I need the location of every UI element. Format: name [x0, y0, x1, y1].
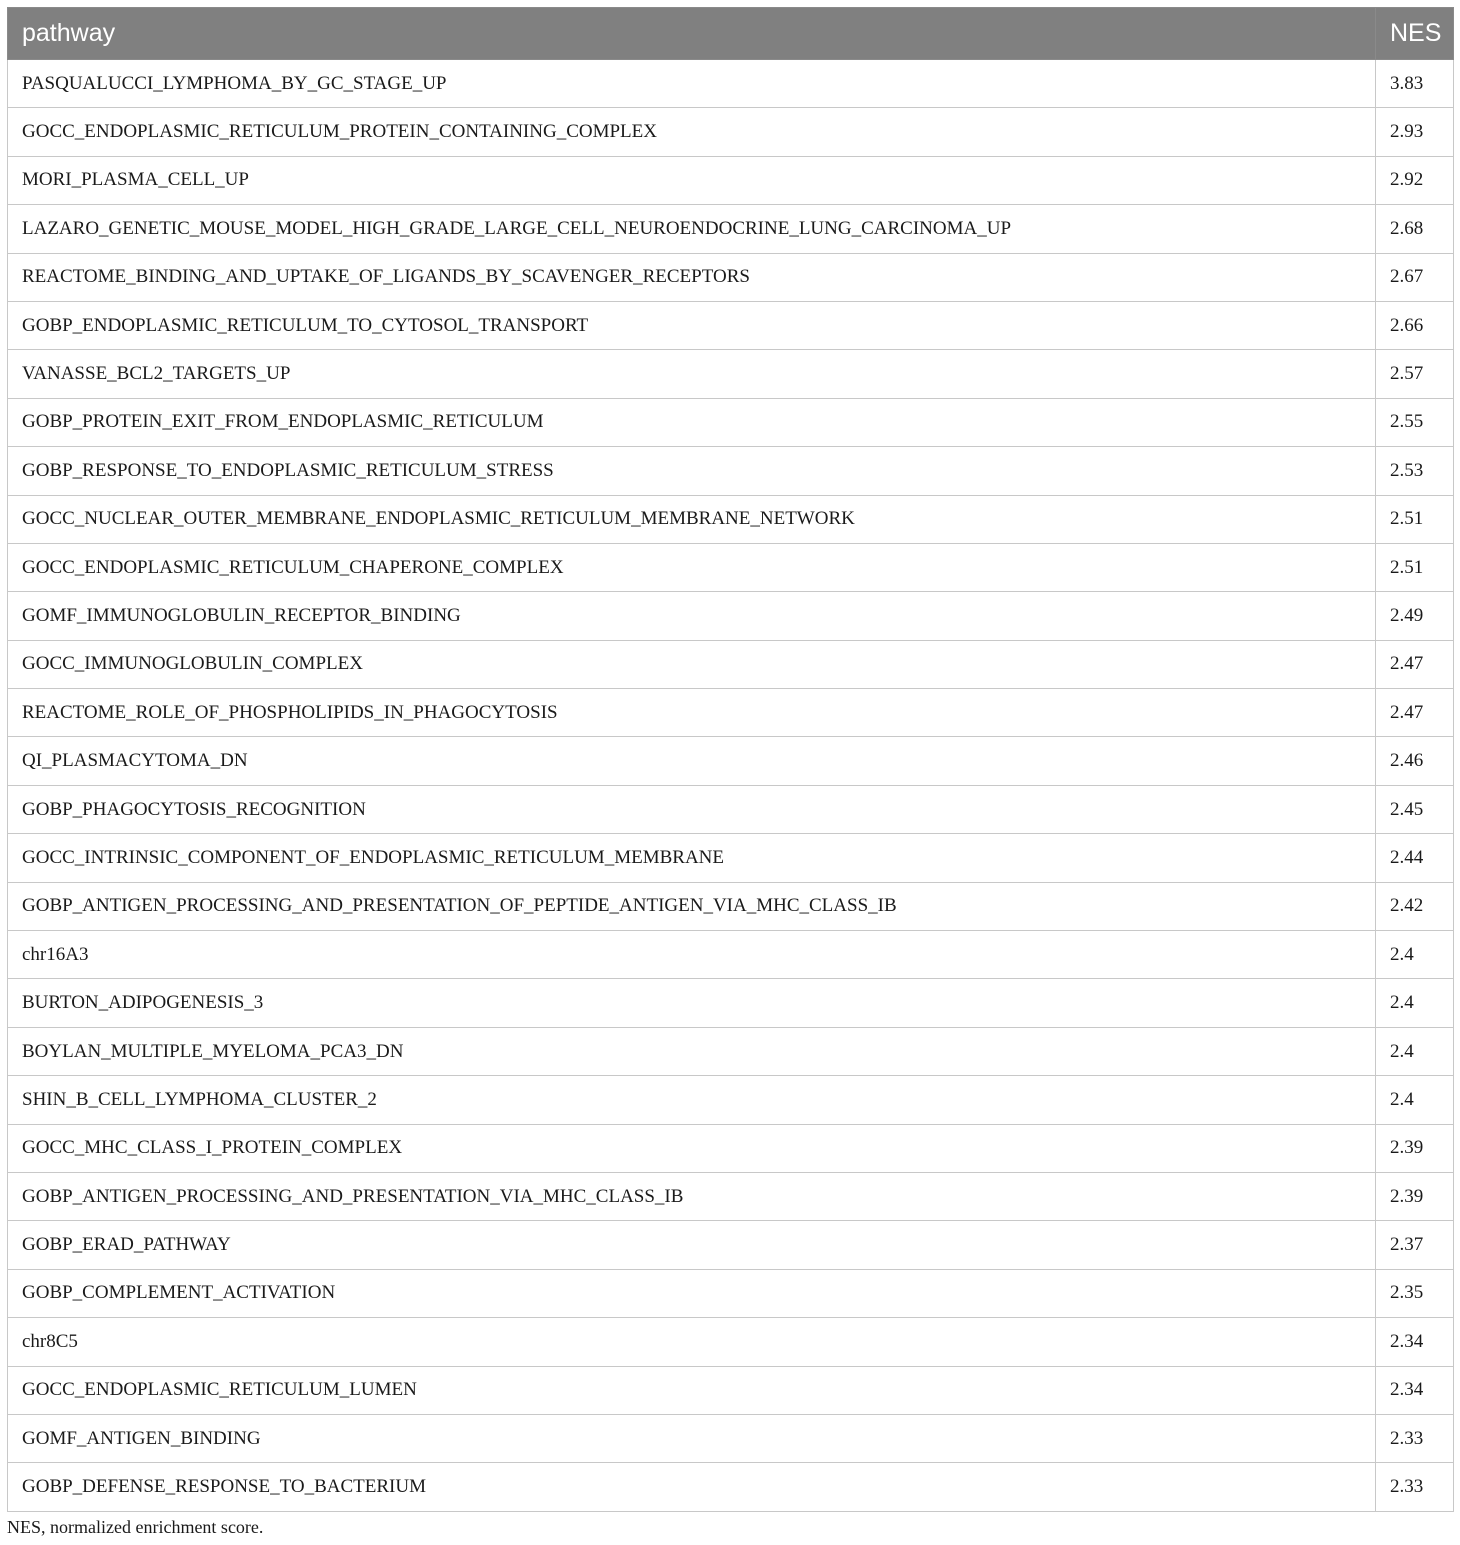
table-row	[8, 1076, 1454, 1124]
pathway-cell: REACTOME_BINDING_AND_UPTAKE_OF_LIGANDS_BY_SCAVENGER_RECEPTORS	[8, 253, 1376, 301]
nes-cell: 2.68	[1376, 205, 1454, 253]
nes-cell: 2.51	[1376, 543, 1454, 591]
table-row	[8, 156, 1454, 204]
nes-cell: 2.92	[1376, 156, 1454, 204]
table-header	[8, 8, 1454, 60]
nes-cell: 2.34	[1376, 1318, 1454, 1366]
table-row	[8, 689, 1454, 737]
nes-cell: 2.35	[1376, 1269, 1454, 1317]
nes-cell: 2.33	[1376, 1414, 1454, 1462]
table-row	[8, 350, 1454, 398]
nes-cell: 2.51	[1376, 495, 1454, 543]
nes-cell: 2.53	[1376, 447, 1454, 495]
table-row	[8, 205, 1454, 253]
table-row	[8, 834, 1454, 882]
pathway-cell: GOCC_ENDOPLASMIC_RETICULUM_PROTEIN_CONTAINING_COMPLEX	[8, 108, 1376, 156]
header-nes: NES	[1376, 8, 1454, 60]
nes-cell: 2.4	[1376, 1076, 1454, 1124]
nes-cell: 2.4	[1376, 931, 1454, 979]
nes-cell: 2.37	[1376, 1221, 1454, 1269]
nes-cell: 3.83	[1376, 60, 1454, 108]
nes-cell: 2.4	[1376, 979, 1454, 1027]
table-body	[8, 60, 1454, 1512]
table-row	[8, 108, 1454, 156]
table-row	[8, 979, 1454, 1027]
nes-cell: 2.39	[1376, 1172, 1454, 1220]
pathway-cell: QI_PLASMACYTOMA_DN	[8, 737, 1376, 785]
table-row	[8, 543, 1454, 591]
table-row	[8, 931, 1454, 979]
pathway-cell: BOYLAN_MULTIPLE_MYELOMA_PCA3_DN	[8, 1027, 1376, 1075]
table-row	[8, 1269, 1454, 1317]
pathway-cell: BURTON_ADIPOGENESIS_3	[8, 979, 1376, 1027]
pathway-cell: SHIN_B_CELL_LYMPHOMA_CLUSTER_2	[8, 1076, 1376, 1124]
pathway-cell: GOBP_ENDOPLASMIC_RETICULUM_TO_CYTOSOL_TRANSPORT	[8, 301, 1376, 349]
table-row	[8, 60, 1454, 108]
pathway-cell: GOCC_INTRINSIC_COMPONENT_OF_ENDOPLASMIC_RETICULUM_MEMBRANE	[8, 834, 1376, 882]
nes-cell: 2.33	[1376, 1463, 1454, 1511]
pathway-cell: PASQUALUCCI_LYMPHOMA_BY_GC_STAGE_UP	[8, 60, 1376, 108]
nes-cell: 2.67	[1376, 253, 1454, 301]
pathway-cell: LAZARO_GENETIC_MOUSE_MODEL_HIGH_GRADE_LARGE_CELL_NEUROENDOCRINE_LUNG_CARCINOMA_UP	[8, 205, 1376, 253]
table-row	[8, 1124, 1454, 1172]
nes-cell: 2.46	[1376, 737, 1454, 785]
nes-cell: 2.42	[1376, 882, 1454, 930]
nes-cell: 2.66	[1376, 301, 1454, 349]
nes-cell: 2.45	[1376, 785, 1454, 833]
nes-cell: 2.47	[1376, 640, 1454, 688]
table-row	[8, 1318, 1454, 1366]
pathway-cell: GOCC_NUCLEAR_OUTER_MEMBRANE_ENDOPLASMIC_RETICULUM_MEMBRANE_NETWORK	[8, 495, 1376, 543]
pathway-cell: GOBP_RESPONSE_TO_ENDOPLASMIC_RETICULUM_STRESS	[8, 447, 1376, 495]
nes-cell: 2.47	[1376, 689, 1454, 737]
pathway-cell: GOCC_IMMUNOGLOBULIN_COMPLEX	[8, 640, 1376, 688]
pathway-cell: GOBP_PROTEIN_EXIT_FROM_ENDOPLASMIC_RETICULUM	[8, 398, 1376, 446]
table-row	[8, 592, 1454, 640]
pathway-cell: GOBP_ANTIGEN_PROCESSING_AND_PRESENTATION_VIA_MHC_CLASS_IB	[8, 1172, 1376, 1220]
pathway-cell: GOCC_ENDOPLASMIC_RETICULUM_CHAPERONE_COMPLEX	[8, 543, 1376, 591]
pathway-cell: MORI_PLASMA_CELL_UP	[8, 156, 1376, 204]
table-row	[8, 301, 1454, 349]
nes-cell: 2.34	[1376, 1366, 1454, 1414]
pathway-cell: GOMF_IMMUNOGLOBULIN_RECEPTOR_BINDING	[8, 592, 1376, 640]
pathway-cell: VANASSE_BCL2_TARGETS_UP	[8, 350, 1376, 398]
pathway-cell: GOBP_DEFENSE_RESPONSE_TO_BACTERIUM	[8, 1463, 1376, 1511]
pathway-cell: chr16A3	[8, 931, 1376, 979]
pathway-cell: GOCC_ENDOPLASMIC_RETICULUM_LUMEN	[8, 1366, 1376, 1414]
table-row	[8, 253, 1454, 301]
table-row	[8, 1172, 1454, 1220]
pathway-nes-table	[7, 7, 1454, 1512]
table-row	[8, 1027, 1454, 1075]
pathway-cell: chr8C5	[8, 1318, 1376, 1366]
table-row	[8, 737, 1454, 785]
pathway-cell: GOCC_MHC_CLASS_I_PROTEIN_COMPLEX	[8, 1124, 1376, 1172]
nes-cell: 2.44	[1376, 834, 1454, 882]
nes-cell: 2.55	[1376, 398, 1454, 446]
table-row	[8, 1414, 1454, 1462]
pathway-cell: GOMF_ANTIGEN_BINDING	[8, 1414, 1376, 1462]
table-row	[8, 785, 1454, 833]
table-row	[8, 640, 1454, 688]
nes-cell: 2.4	[1376, 1027, 1454, 1075]
table-row	[8, 495, 1454, 543]
nes-cell: 2.49	[1376, 592, 1454, 640]
header-row	[8, 8, 1454, 60]
pathway-table-container	[7, 7, 1453, 1512]
table-row	[8, 1221, 1454, 1269]
table-row	[8, 882, 1454, 930]
nes-cell: 2.39	[1376, 1124, 1454, 1172]
table-row	[8, 398, 1454, 446]
nes-cell: 2.93	[1376, 108, 1454, 156]
pathway-cell: GOBP_ANTIGEN_PROCESSING_AND_PRESENTATION_OF_PEPTIDE_ANTIGEN_VIA_MHC_CLASS_IB	[8, 882, 1376, 930]
pathway-cell: GOBP_COMPLEMENT_ACTIVATION	[8, 1269, 1376, 1317]
nes-cell: 2.57	[1376, 350, 1454, 398]
pathway-cell: GOBP_ERAD_PATHWAY	[8, 1221, 1376, 1269]
table-row	[8, 447, 1454, 495]
pathway-cell: REACTOME_ROLE_OF_PHOSPHOLIPIDS_IN_PHAGOCYTOSIS	[8, 689, 1376, 737]
table-row	[8, 1463, 1454, 1511]
pathway-cell: GOBP_PHAGOCYTOSIS_RECOGNITION	[8, 785, 1376, 833]
table-footnote: NES, normalized enrichment score.	[7, 1517, 264, 1537]
table-row	[8, 1366, 1454, 1414]
header-pathway: pathway	[8, 8, 1376, 60]
